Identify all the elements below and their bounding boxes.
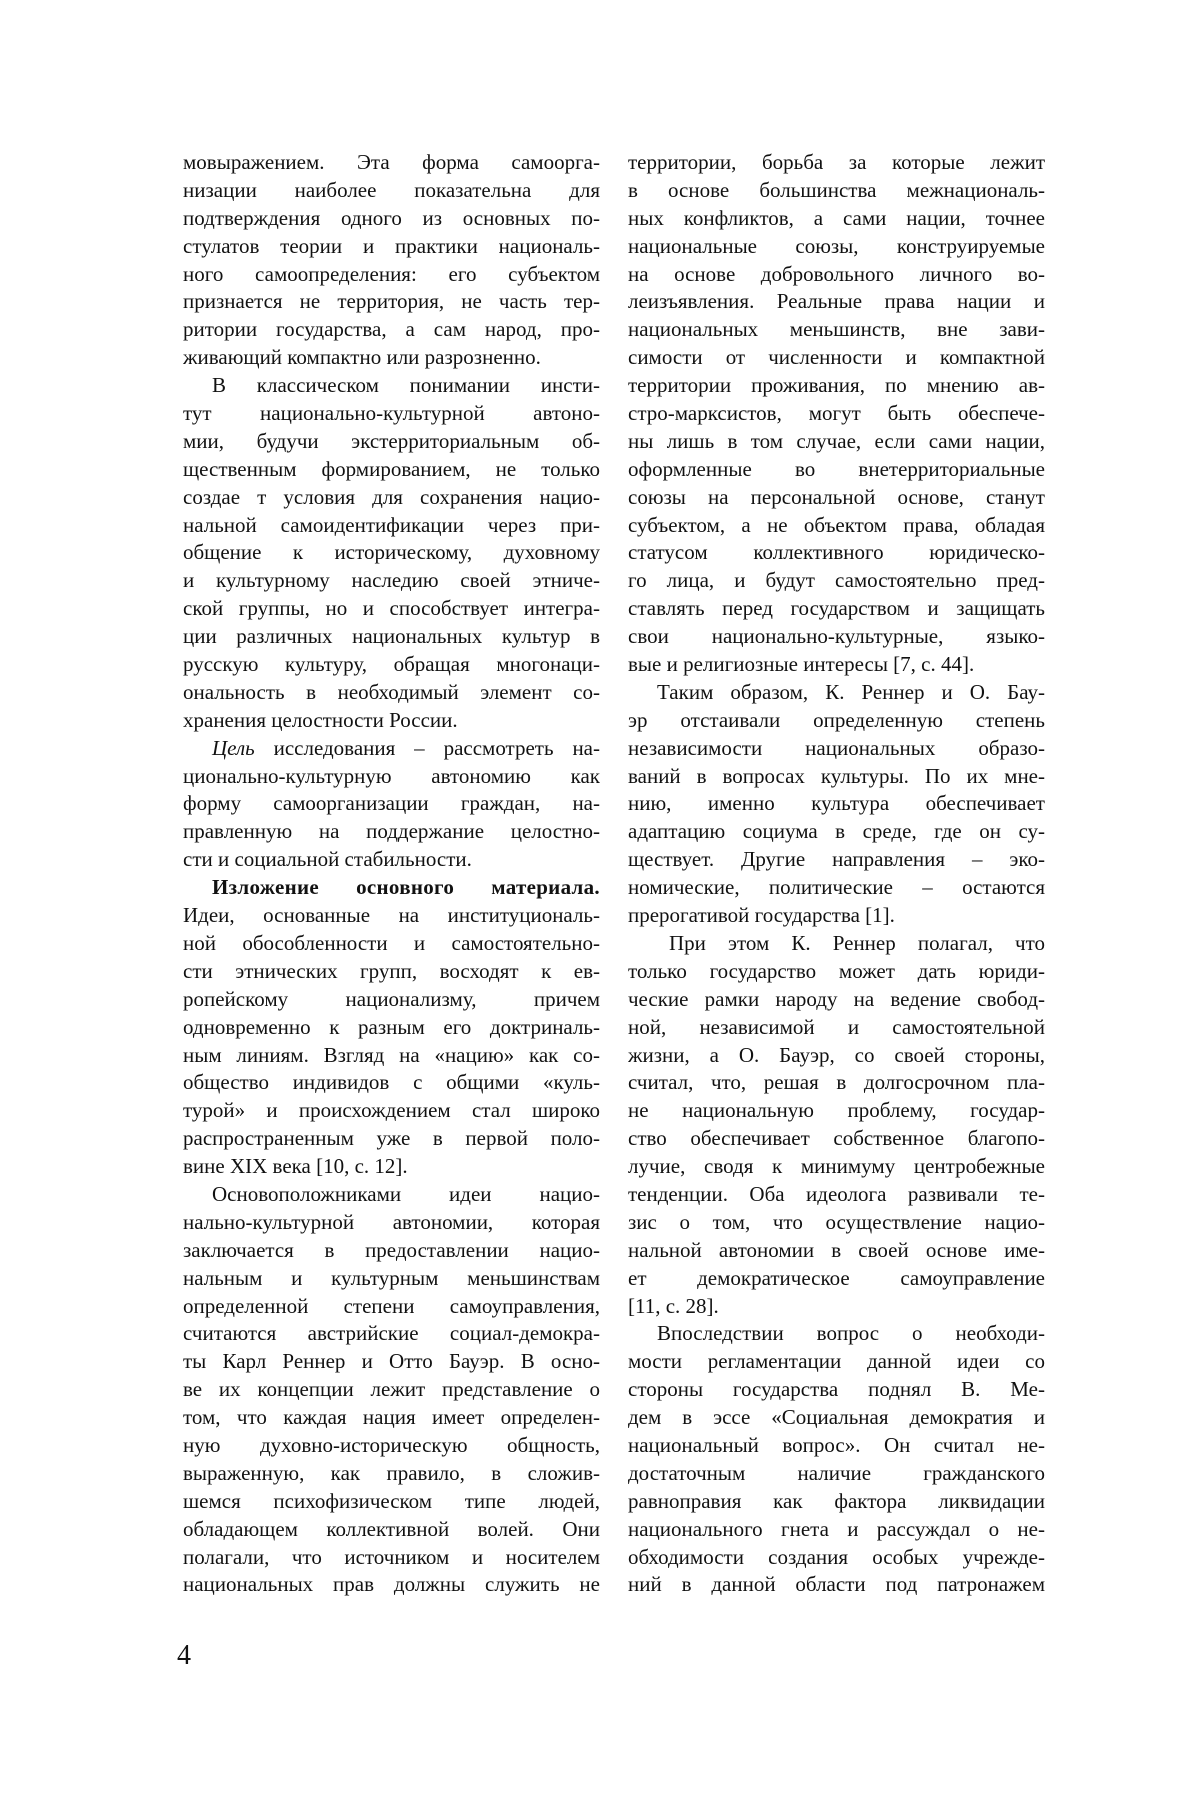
text-line bbox=[628, 679, 1045, 707]
line-text: низации наиболее показательна для bbox=[183, 177, 600, 202]
line-text: ных конфликтов, а сами нации, точнее bbox=[628, 205, 1045, 230]
line-text: русскую культуру, обращая многонаци- bbox=[183, 652, 600, 677]
line-text: ской группы, но и способствует интегра- bbox=[183, 596, 600, 621]
text-line bbox=[183, 149, 600, 177]
text-line bbox=[628, 1516, 1045, 1544]
text-line bbox=[183, 763, 600, 791]
line-text: Основоположниками идеи нацио- bbox=[212, 1181, 600, 1206]
line-text: вине XIX века [10, с. 12]. bbox=[183, 1154, 408, 1179]
line-text: ную духовно-историческую общность, bbox=[183, 1432, 600, 1457]
text-line bbox=[628, 874, 1045, 902]
line-text: хранения целостности России. bbox=[183, 707, 458, 732]
text-line bbox=[183, 1014, 600, 1042]
text-line bbox=[628, 400, 1045, 428]
text-line bbox=[628, 763, 1045, 791]
line-text: сти этнических групп, восходят к ев- bbox=[183, 958, 600, 983]
line-text: мости регламентации данной идеи со bbox=[628, 1349, 1045, 1374]
text-line bbox=[183, 1544, 600, 1572]
line-text: полагали, что источником и носителем bbox=[183, 1544, 600, 1569]
text-line bbox=[628, 1181, 1045, 1209]
line-text: статусом коллективного юридическо- bbox=[628, 540, 1045, 565]
line-text: территории проживания, по мнению ав- bbox=[628, 373, 1045, 398]
line-text: ний в данной области под патронажем bbox=[628, 1572, 1045, 1597]
line-text: нальной самоидентификации через при- bbox=[183, 512, 600, 537]
line-text: обходимости создания особых учрежде- bbox=[628, 1544, 1045, 1569]
text-line bbox=[183, 1125, 600, 1153]
line-text: ции различных национальных культур в bbox=[183, 624, 600, 649]
line-text: тенденции. Оба идеолога развивали те- bbox=[628, 1181, 1045, 1206]
text-line bbox=[183, 1265, 600, 1293]
line-text: ществует. Другие направления – эко- bbox=[628, 847, 1045, 872]
text-line bbox=[183, 1460, 600, 1488]
line-text: нально-культурной автономии, которая bbox=[183, 1209, 600, 1234]
text-line bbox=[183, 344, 600, 372]
text-line bbox=[183, 428, 600, 456]
text-line bbox=[183, 456, 600, 484]
text-line bbox=[628, 902, 1045, 930]
line-text: го лица, и будут самостоятельно пред- bbox=[628, 568, 1045, 593]
line-text: ве их концепции лежит представление о bbox=[183, 1377, 600, 1402]
line-text: стро-марксистов, могут быть обеспече- bbox=[628, 401, 1045, 426]
line-text: ропейскому национализму, причем bbox=[183, 986, 600, 1011]
line-text: ты Карл Реннер и Отто Бауэр. В осно- bbox=[183, 1349, 600, 1374]
line-text: прерогативой государства [1]. bbox=[628, 903, 895, 928]
line-text: ональность в необходимый элемент со- bbox=[183, 679, 600, 704]
text-line bbox=[183, 1376, 600, 1404]
line-text: симости от численности и компактной bbox=[628, 345, 1045, 370]
text-line bbox=[183, 1571, 600, 1599]
line-text: и культурному наследию своей этниче- bbox=[183, 568, 600, 593]
text-line bbox=[628, 930, 1045, 958]
line-text: зис о том, что осуществление нацио- bbox=[628, 1209, 1045, 1234]
line-text: национальных прав должны служить не bbox=[183, 1572, 600, 1597]
line-text: щественным формированием, не только bbox=[183, 456, 600, 481]
text-line bbox=[183, 790, 600, 818]
line-text: считаются австрийские социал-демокра- bbox=[183, 1321, 600, 1346]
line-text: равноправия как фактора ликвидации bbox=[628, 1488, 1045, 1513]
line-text: дем в эссе «Социальная демократия и bbox=[628, 1405, 1045, 1430]
text-line bbox=[183, 1404, 600, 1432]
line-text: считал, что, решая в долгосрочном пла- bbox=[628, 1070, 1045, 1095]
text-line bbox=[628, 1320, 1045, 1348]
text-line bbox=[628, 316, 1045, 344]
text-line bbox=[628, 1042, 1045, 1070]
text-line bbox=[183, 1181, 600, 1209]
text-line bbox=[628, 233, 1045, 261]
line-text: признается не территория, не часть тер- bbox=[183, 289, 600, 314]
text-line bbox=[183, 679, 600, 707]
line-text: При этом К. Реннер полагал, что bbox=[669, 930, 1045, 955]
text-line bbox=[183, 1488, 600, 1516]
line-text: свои национально-культурные, языко- bbox=[628, 624, 1045, 649]
line-text: леизъявления. Реальные права нации и bbox=[628, 289, 1045, 314]
line-text: выраженную, как правило, в сложив- bbox=[183, 1460, 600, 1485]
line-text: достаточным наличие гражданского bbox=[628, 1460, 1045, 1485]
text-line bbox=[628, 1571, 1045, 1599]
line-text: стулатов теории и практики националь- bbox=[183, 233, 600, 258]
text-line bbox=[183, 595, 600, 623]
text-line bbox=[628, 1488, 1045, 1516]
text-line bbox=[183, 1293, 600, 1321]
line-text: субъектом, а не объектом права, обладая bbox=[628, 512, 1045, 537]
text-line bbox=[183, 1042, 600, 1070]
line-text: вые и религиозные интересы [7, с. 44]. bbox=[628, 652, 975, 677]
text-line bbox=[183, 986, 600, 1014]
text-line bbox=[183, 1348, 600, 1376]
line-text: ваний в вопросах культуры. По их мне- bbox=[628, 763, 1045, 788]
text-line bbox=[183, 846, 600, 874]
line-text: ство обеспечивает собственное благопо- bbox=[628, 1126, 1045, 1151]
text-line bbox=[628, 1069, 1045, 1097]
text-line bbox=[183, 874, 600, 902]
line-text: национальные союзы, конструируемые bbox=[628, 233, 1045, 258]
line-text: общение к историческому, духовному bbox=[183, 540, 600, 565]
left-text-column bbox=[183, 149, 600, 1599]
line-text: мии, будучи экстерриториальным об- bbox=[183, 428, 600, 453]
text-line bbox=[628, 651, 1045, 679]
text-line bbox=[628, 372, 1045, 400]
line-text: обладающем коллективной волей. Они bbox=[183, 1516, 600, 1541]
text-line bbox=[628, 1153, 1045, 1181]
text-line bbox=[628, 177, 1045, 205]
line-text: только государство может дать юриди- bbox=[628, 958, 1045, 983]
text-line bbox=[628, 428, 1045, 456]
line-text: нию, именно культура обеспечивает bbox=[628, 791, 1045, 816]
text-line bbox=[183, 1209, 600, 1237]
italic-term: Цель bbox=[212, 735, 255, 760]
text-line bbox=[183, 512, 600, 540]
text-line bbox=[628, 567, 1045, 595]
text-line bbox=[628, 149, 1045, 177]
line-text: не национальную проблему, государ- bbox=[628, 1098, 1045, 1123]
line-text: на основе добровольного личного во- bbox=[628, 261, 1045, 286]
line-text: турой» и происхождением стал широко bbox=[183, 1098, 600, 1123]
text-line bbox=[628, 595, 1045, 623]
line-text: ной, независимой и самостоятельной bbox=[628, 1014, 1045, 1039]
line-text: создае т условия для сохранения нацио- bbox=[183, 484, 600, 509]
line-text: ной обособленности и самостоятельно- bbox=[183, 930, 600, 955]
line-text: В классическом понимании инсти- bbox=[212, 373, 600, 398]
text-line bbox=[628, 1293, 1045, 1321]
line-text: союзы на персональной основе, станут bbox=[628, 484, 1045, 509]
text-line bbox=[628, 1097, 1045, 1125]
text-line bbox=[183, 372, 600, 400]
text-line bbox=[628, 539, 1045, 567]
line-text: Идеи, основанные на институциональ- bbox=[183, 903, 600, 928]
text-line bbox=[628, 707, 1045, 735]
text-line bbox=[628, 1125, 1045, 1153]
line-text: Впоследствии вопрос о необходи- bbox=[657, 1321, 1045, 1346]
text-line bbox=[628, 484, 1045, 512]
right-text-column bbox=[628, 149, 1045, 1599]
line-text: ритории государства, а сам народ, про- bbox=[183, 317, 600, 342]
text-line bbox=[628, 1376, 1045, 1404]
text-line bbox=[628, 288, 1045, 316]
line-text: ного самоопределения: его субъектом bbox=[183, 261, 600, 286]
line-text: лучие, сводя к минимуму центробежные bbox=[628, 1154, 1045, 1179]
text-line bbox=[628, 1348, 1045, 1376]
line-text: сти и социальной стабильности. bbox=[183, 847, 472, 872]
text-line bbox=[183, 1320, 600, 1348]
line-text: эр отстаивали определенную степень bbox=[628, 707, 1045, 732]
text-line bbox=[183, 205, 600, 233]
line-text: исследования – рассмотреть на- bbox=[254, 735, 600, 760]
text-line bbox=[628, 790, 1045, 818]
line-text: нальным и культурным меньшинствам bbox=[183, 1265, 600, 1290]
line-text: номические, политические – остаются bbox=[628, 875, 1045, 900]
text-line bbox=[628, 1460, 1045, 1488]
text-line bbox=[183, 316, 600, 344]
text-line bbox=[628, 818, 1045, 846]
text-line bbox=[628, 1014, 1045, 1042]
text-line bbox=[628, 456, 1045, 484]
line-text: жизни, а О. Бауэр, со своей стороны, bbox=[628, 1042, 1045, 1067]
text-line bbox=[628, 846, 1045, 874]
line-text: тут национально-культурной автоно- bbox=[183, 401, 600, 426]
line-text: национальный вопрос». Он считал не- bbox=[628, 1432, 1045, 1457]
text-line bbox=[183, 1069, 600, 1097]
text-line bbox=[628, 344, 1045, 372]
line-text: ционально-культурную автономию как bbox=[183, 763, 600, 788]
line-text: живающий компактно или разрозненно. bbox=[183, 345, 541, 370]
line-text: ным линиям. Взгляд на «нацию» как со- bbox=[183, 1042, 600, 1067]
text-line bbox=[183, 288, 600, 316]
text-line bbox=[183, 567, 600, 595]
text-line bbox=[183, 651, 600, 679]
text-line bbox=[183, 1097, 600, 1125]
line-text: оформленные во внетерриториальные bbox=[628, 456, 1045, 481]
text-line bbox=[628, 1237, 1045, 1265]
text-line bbox=[628, 1404, 1045, 1432]
line-text: определенной степени самоуправления, bbox=[183, 1293, 600, 1318]
text-line bbox=[183, 400, 600, 428]
section-heading: Изложение основного материала. bbox=[212, 875, 600, 900]
line-text: [11, с. 28]. bbox=[628, 1293, 719, 1318]
text-line bbox=[628, 1265, 1045, 1293]
line-text: стороны государства поднял В. Ме- bbox=[628, 1377, 1045, 1402]
line-text: правленную на поддержание целостно- bbox=[183, 819, 600, 844]
line-text: национального гнета и рассуждал о не- bbox=[628, 1516, 1045, 1541]
text-line bbox=[628, 735, 1045, 763]
text-line bbox=[183, 1432, 600, 1460]
text-line bbox=[183, 735, 600, 763]
line-text: независимости национальных образо- bbox=[628, 735, 1045, 760]
line-text: ставлять перед государством и защищать bbox=[628, 596, 1045, 621]
text-line bbox=[628, 958, 1045, 986]
line-text: распространенным уже в первой поло- bbox=[183, 1126, 600, 1151]
line-text: мовыражением. Эта форма самоорга- bbox=[183, 150, 600, 174]
text-line bbox=[183, 818, 600, 846]
line-text: Таким образом, К. Реннер и О. Бау- bbox=[657, 679, 1045, 704]
text-line bbox=[628, 623, 1045, 651]
line-text: подтверждения одного из основных по- bbox=[183, 205, 600, 230]
text-line bbox=[183, 484, 600, 512]
line-text: форму самоорганизации граждан, на- bbox=[183, 791, 600, 816]
line-text: ческие рамки народу на ведение свобод- bbox=[628, 986, 1045, 1011]
line-text: шемся психофизическом типе людей, bbox=[183, 1488, 600, 1513]
line-text: заключается в предоставлении нацио- bbox=[183, 1237, 600, 1262]
text-line bbox=[183, 1516, 600, 1544]
line-text: одновременно к разным его доктриналь- bbox=[183, 1014, 600, 1039]
line-text: адаптацию социума в среде, где он су- bbox=[628, 819, 1045, 844]
text-line bbox=[628, 986, 1045, 1014]
line-text: том, что каждая нация имеет определен- bbox=[183, 1405, 600, 1430]
line-text: ет демократическое самоуправление bbox=[628, 1265, 1045, 1290]
text-line bbox=[183, 261, 600, 289]
text-line bbox=[183, 958, 600, 986]
line-text: ны лишь в том случае, если сами нации, bbox=[628, 428, 1045, 453]
line-text: нальной автономии в своей основе име- bbox=[628, 1237, 1045, 1262]
text-line bbox=[183, 177, 600, 205]
text-line bbox=[183, 1237, 600, 1265]
text-line bbox=[183, 707, 600, 735]
line-text: национальных меньшинств, вне зави- bbox=[628, 317, 1045, 342]
text-line bbox=[628, 1209, 1045, 1237]
text-line bbox=[628, 1544, 1045, 1572]
text-line bbox=[628, 1432, 1045, 1460]
text-line bbox=[183, 1153, 600, 1181]
text-line bbox=[183, 623, 600, 651]
text-line bbox=[183, 233, 600, 261]
page-number: 4 bbox=[177, 1640, 191, 1671]
text-line bbox=[628, 205, 1045, 233]
text-line bbox=[183, 539, 600, 567]
text-line bbox=[628, 261, 1045, 289]
line-text: территории, борьба за которые лежит bbox=[628, 150, 1045, 174]
text-line bbox=[183, 930, 600, 958]
line-text: общество индивидов с общими «куль- bbox=[183, 1070, 600, 1095]
text-line bbox=[183, 902, 600, 930]
line-text: в основе большинства межнациональ- bbox=[628, 177, 1045, 202]
text-line bbox=[628, 512, 1045, 540]
